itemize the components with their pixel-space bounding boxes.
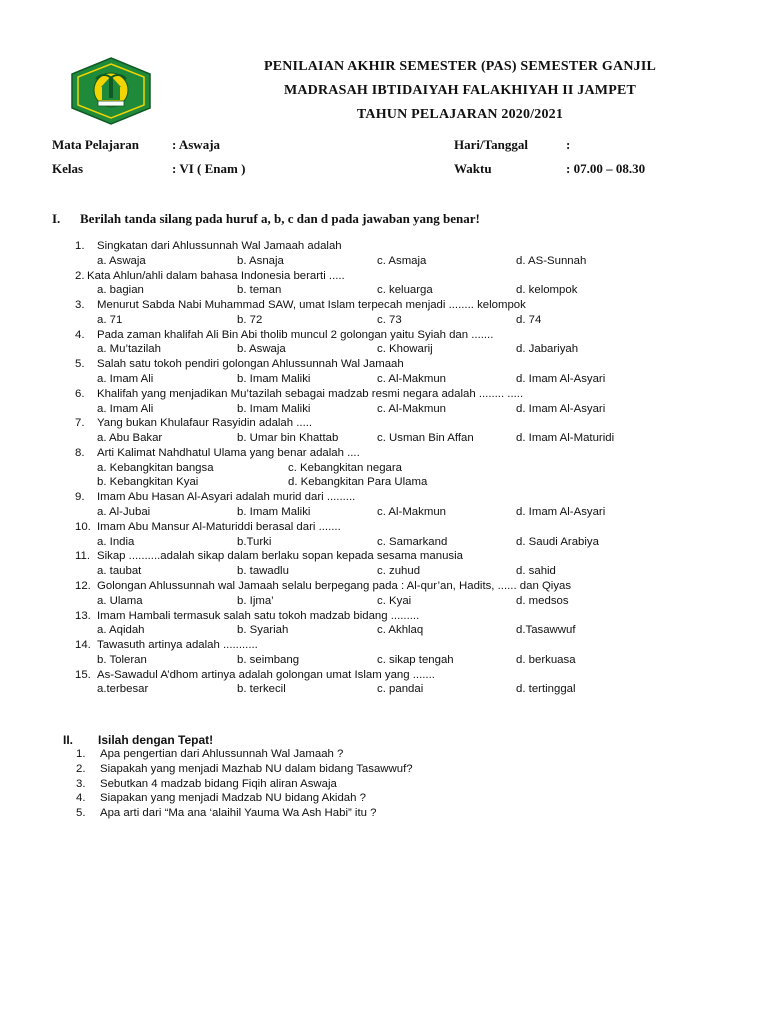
option-c[interactable]: c. Al-Makmun bbox=[377, 506, 446, 519]
question-number: 13. bbox=[75, 609, 91, 622]
section-2-instruction: Isilah dengan Tepat! bbox=[98, 733, 214, 747]
question-text: Imam Abu Mansur Al-Maturiddi berasal dari ....... bbox=[97, 520, 341, 533]
option-b[interactable]: b. seimbang bbox=[237, 653, 300, 666]
option-a[interactable]: a. taubat bbox=[97, 565, 142, 578]
option-d[interactable]: d. 74 bbox=[516, 313, 542, 326]
option-b[interactable]: b. Ijma’ bbox=[237, 594, 274, 607]
option-d[interactable]: d. berkuasa bbox=[516, 653, 576, 666]
option-a[interactable]: b. Toleran bbox=[97, 653, 147, 666]
option-c[interactable]: c. 73 bbox=[377, 313, 402, 326]
section-1-instruction: Berilah tanda silang pada huruf a, b, c dan d pada jawaban yang benar! bbox=[80, 211, 480, 226]
section-2-number: II. bbox=[63, 733, 74, 747]
option-a[interactable]: a. Aswaja bbox=[97, 254, 146, 267]
question-number: 1. bbox=[75, 240, 85, 252]
option-d[interactable]: d.Tasawwuf bbox=[516, 624, 576, 637]
option-b[interactable]: b. teman bbox=[237, 284, 282, 297]
option-b[interactable]: b. terkecil bbox=[237, 683, 286, 696]
class-value: : VI ( Enam ) bbox=[172, 161, 246, 176]
question-text: Yang bukan Khulafaur Rasyidin adalah ..... bbox=[97, 417, 313, 430]
time-value: : 07.00 – 08.30 bbox=[566, 161, 646, 176]
option-a[interactable]: a. Mu’tazilah bbox=[97, 343, 161, 356]
option-c[interactable]: c. Usman Bin Affan bbox=[377, 432, 474, 445]
time-label: Waktu bbox=[454, 161, 492, 176]
question-text: Kata Ahlun/ahli dalam bahasa Indonesia berarti ..... bbox=[87, 269, 345, 282]
option-c[interactable]: c. pandai bbox=[377, 683, 424, 696]
question-text: Khalifah yang menjadikan Mu’tazilah sebagai madzab resmi negara adalah ........ ..... bbox=[97, 387, 524, 400]
option-a[interactable]: a. Al-Jubai bbox=[97, 506, 151, 519]
option-c[interactable]: c. Al-Makmun bbox=[377, 402, 446, 415]
question-text: Salah satu tokoh pendiri golongan Ahlussunnah Wal Jamaah bbox=[97, 358, 404, 371]
option-d[interactable]: d. Saudi Arabiya bbox=[516, 535, 599, 548]
question-text: Imam Abu Hasan Al-Asyari adalah murid dari ......... bbox=[97, 491, 356, 504]
option-a[interactable]: a.terbesar bbox=[97, 683, 149, 696]
option-a[interactable]: a. Imam Ali bbox=[97, 373, 154, 386]
exam-title: PENILAIAN AKHIR SEMESTER (PAS) SEMESTER GANJIL bbox=[263, 59, 657, 74]
option-d[interactable]: d. Imam Al-Asyari bbox=[516, 373, 606, 386]
option-a[interactable]: a. India bbox=[97, 535, 135, 548]
option-a[interactable]: a. bagian bbox=[97, 284, 144, 297]
question-number: 15. bbox=[75, 668, 91, 681]
essay-number: 5. bbox=[76, 807, 86, 820]
question-number: 12. bbox=[75, 579, 91, 592]
madrasah-logo bbox=[66, 56, 156, 126]
option-b[interactable]: b.Turki bbox=[237, 535, 272, 548]
option-d[interactable]: d. kelompok bbox=[516, 284, 578, 297]
option-a[interactable]: b. Kebangkitan Kyai bbox=[97, 476, 199, 489]
option-b[interactable]: b. Umar bin Khattab bbox=[237, 432, 339, 445]
question-number: 5. bbox=[75, 358, 85, 371]
option-b[interactable]: b. tawadlu bbox=[237, 565, 289, 578]
question-text: Sikap ..........adalah sikap dalam berlaku sopan kepada sesama manusia bbox=[97, 550, 463, 563]
date-value: : bbox=[566, 137, 571, 152]
option-d[interactable]: d. sahid bbox=[516, 565, 556, 578]
option-d[interactable]: d. Jabariyah bbox=[516, 343, 579, 356]
option-c[interactable]: c. Khowarij bbox=[377, 343, 433, 356]
essay-text: Siapakan yang menjadi Madzab NU bidang Akidah ? bbox=[100, 792, 366, 805]
essay-number: 3. bbox=[76, 777, 86, 790]
essay-text: Siapakah yang menjadi Mazhab NU dalam bidang Tasawwuf? bbox=[100, 762, 413, 775]
question-text: Tawasuth artinya adalah ........... bbox=[97, 639, 258, 652]
essay-number: 1. bbox=[76, 748, 86, 760]
option-d[interactable]: d. medsos bbox=[516, 594, 569, 607]
question-number: 3. bbox=[75, 299, 85, 312]
option-c[interactable]: c. zuhud bbox=[377, 565, 421, 578]
question-text: Pada zaman khalifah Ali Bin Abi tholib muncul 2 golongan yaitu Syiah dan ....... bbox=[97, 328, 494, 341]
option-c[interactable]: c. Al-Makmun bbox=[377, 373, 446, 386]
option-a[interactable]: a. 71 bbox=[97, 313, 123, 326]
option-b[interactable]: b. Imam Maliki bbox=[237, 373, 311, 386]
class-label: Kelas bbox=[52, 161, 84, 176]
date-label: Hari/Tanggal bbox=[454, 137, 528, 152]
option-b[interactable]: b. Imam Maliki bbox=[237, 506, 311, 519]
essay-number: 4. bbox=[76, 792, 86, 805]
question-text: Singkatan dari Ahlussunnah Wal Jamaah adalah bbox=[97, 240, 342, 252]
essay-text: Sebutkan 4 madzab bidang Fiqih aliran Aswaja bbox=[100, 777, 337, 790]
question-number: 11. bbox=[75, 550, 90, 563]
option-d[interactable]: d. tertinggal bbox=[516, 683, 576, 696]
essay-text: Apa pengertian dari Ahlussunnah Wal Jamaah ? bbox=[100, 748, 344, 760]
option-d[interactable]: d. Imam Al-Asyari bbox=[516, 506, 606, 519]
subject-value: : Aswaja bbox=[172, 137, 221, 152]
question-text: Imam Hambali termasuk salah satu tokoh madzab bidang ......... bbox=[97, 609, 420, 622]
option-c[interactable]: c. Samarkand bbox=[377, 535, 448, 548]
question-number: 10. bbox=[75, 520, 91, 533]
subject-label: Mata Pelajaran bbox=[52, 137, 140, 152]
question-text: As-Sawadul A’dhom artinya adalah golongan umat Islam yang ....... bbox=[97, 668, 435, 681]
question-number: 8. bbox=[75, 446, 85, 459]
question-number: 7. bbox=[75, 417, 85, 430]
question-text: Arti Kalimat Nahdhatul Ulama yang benar adalah .... bbox=[97, 446, 360, 459]
essay-text: Apa arti dari “Ma ana ‘alaihil Yauma Wa Ash Habi” itu ? bbox=[100, 807, 377, 820]
question-number: 2. bbox=[75, 269, 85, 282]
option-b[interactable]: b. 72 bbox=[237, 313, 263, 326]
option-a[interactable]: a. Aqidah bbox=[97, 624, 145, 637]
option-c[interactable]: c. keluarga bbox=[377, 284, 433, 297]
section-1-number: I. bbox=[52, 211, 61, 226]
option-b[interactable]: b. Syariah bbox=[237, 624, 289, 637]
option-b[interactable]: b. Aswaja bbox=[237, 343, 286, 356]
question-number: 6. bbox=[75, 387, 85, 400]
option-d[interactable]: d. AS-Sunnah bbox=[516, 254, 587, 267]
option-c[interactable]: d. Kebangkitan Para Ulama bbox=[288, 476, 428, 489]
option-c[interactable]: c. Kyai bbox=[377, 594, 412, 607]
option-c[interactable]: c. sikap tengah bbox=[377, 653, 454, 666]
option-a[interactable]: a. Kebangkitan bangsa bbox=[97, 461, 214, 474]
school-name: MADRASAH IBTIDAIYAH FALAKHIYAH II JAMPET bbox=[283, 83, 637, 98]
option-b[interactable]: b. Imam Maliki bbox=[237, 402, 311, 415]
question-number: 14. bbox=[75, 639, 91, 652]
option-c[interactable]: c. Akhlaq bbox=[377, 624, 424, 637]
academic-year: TAHUN PELAJARAN 2020/2021 bbox=[356, 107, 564, 122]
option-d[interactable]: d. Imam Al-Maturidi bbox=[516, 432, 615, 445]
option-c[interactable]: c. Kebangkitan negara bbox=[288, 461, 402, 474]
option-a[interactable]: a. Imam Ali bbox=[97, 402, 154, 415]
option-a[interactable]: a. Ulama bbox=[97, 594, 143, 607]
question-text: Menurut Sabda Nabi Muhammad SAW, umat Islam terpecah menjadi ........ kelompok bbox=[97, 299, 526, 312]
option-c[interactable]: c. Asmaja bbox=[377, 254, 427, 267]
question-number: 4. bbox=[75, 328, 85, 341]
question-text: Golongan Ahlussunnah wal Jamaah selalu berpegang pada : Al-qur’an, Hadits, ...... dan Qiyas bbox=[97, 579, 572, 592]
option-a[interactable]: a. Abu Bakar bbox=[97, 432, 163, 445]
essay-number: 2. bbox=[76, 762, 86, 775]
option-d[interactable]: d. Imam Al-Asyari bbox=[516, 402, 606, 415]
question-number: 9. bbox=[75, 491, 85, 504]
option-b[interactable]: b. Asnaja bbox=[237, 254, 284, 267]
